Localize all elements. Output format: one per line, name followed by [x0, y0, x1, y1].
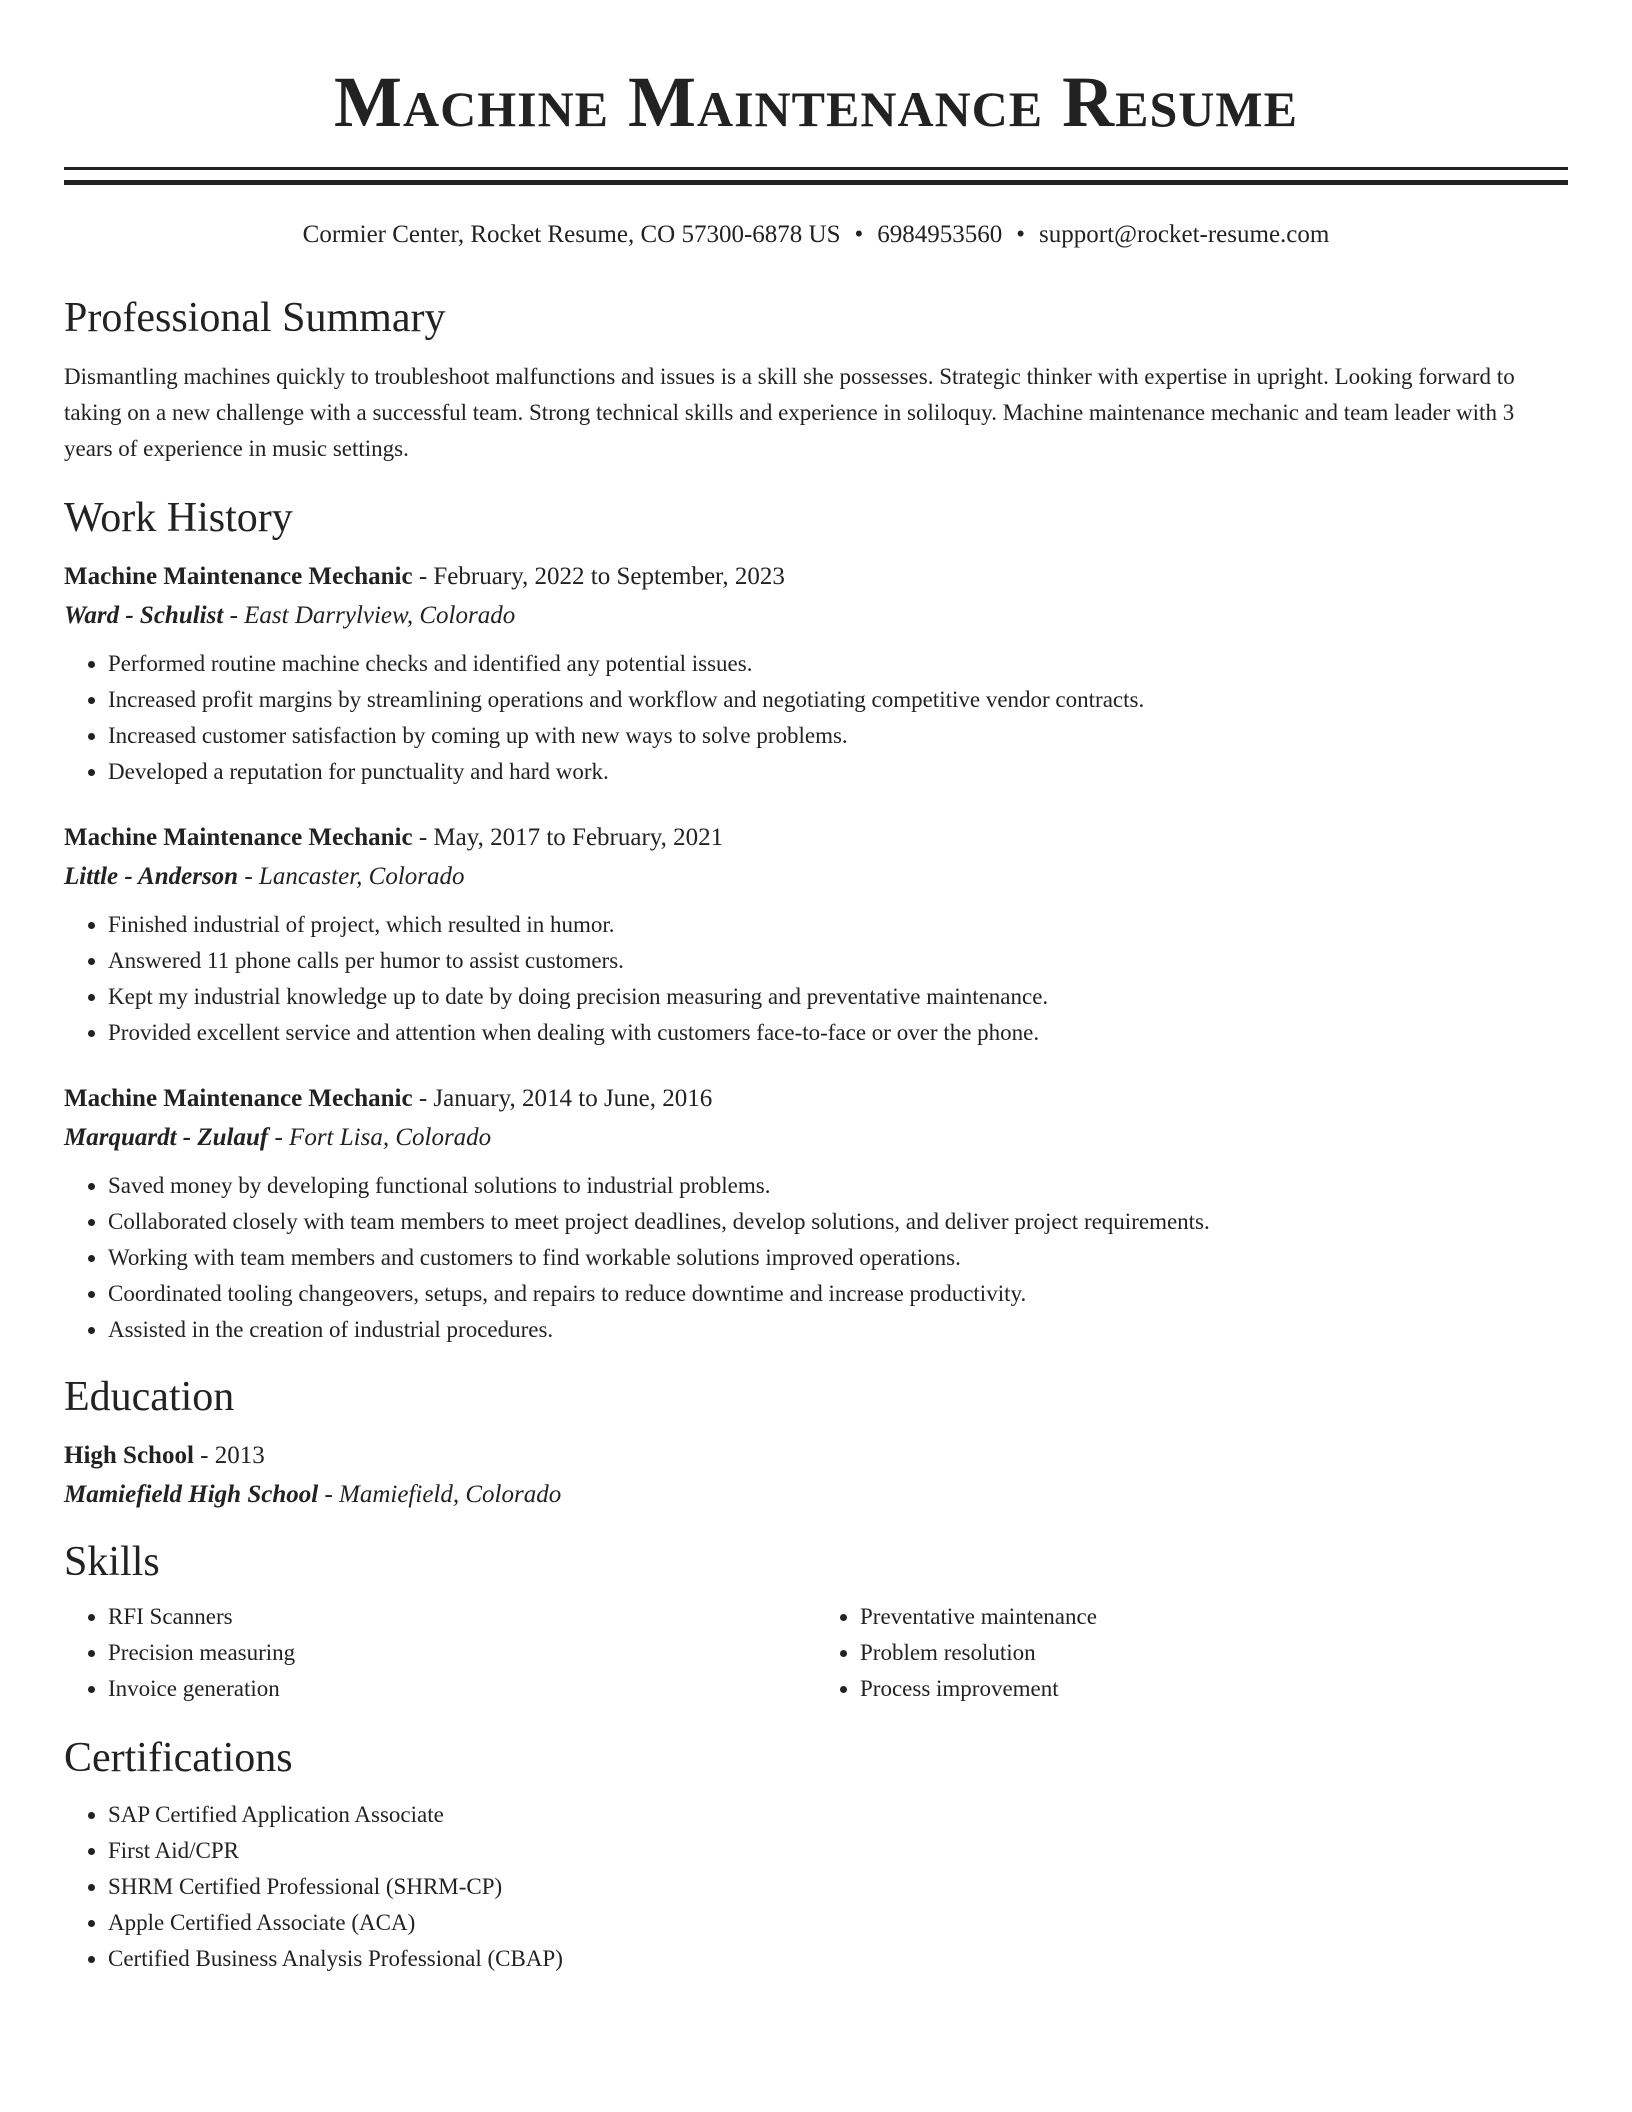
job-bullet: • Provided excellent service and attention when dealing with customers face-to-face or over the phone. [108, 1015, 1568, 1051]
job-bullet: • Increased profit margins by streamlining operations and workflow and negotiating competitive vendor contracts. [108, 682, 1568, 718]
job-bullet: • Coordinated tooling changeovers, setups, and repairs to reduce downtime and increase productivity. [108, 1276, 1568, 1312]
certification-item: • SHRM Certified Professional (SHRM-CP) [108, 1869, 1568, 1905]
job-entry [64, 820, 1568, 1051]
education-school-line [64, 1477, 1568, 1513]
contact-line [64, 219, 1568, 251]
skills-column-right [816, 1599, 1568, 1707]
job-location: - East Darrylview, Colorado [223, 602, 516, 629]
job-company-line [64, 1120, 1568, 1156]
education-school: Mamiefield High School [64, 1481, 319, 1508]
skill-item: • Problem resolution [860, 1635, 1568, 1671]
job-dates: - May, 2017 to February, 2021 [412, 824, 724, 851]
certification-item: • First Aid/CPR [108, 1833, 1568, 1869]
job-title-line [64, 559, 1568, 595]
skills-column-left [64, 1599, 816, 1707]
work-history-heading: Work History [64, 495, 293, 541]
skill-item: • Invoice generation [108, 1671, 816, 1707]
job-role: Machine Maintenance Mechanic [64, 1085, 413, 1112]
job-bullets [64, 1168, 1568, 1348]
job-role: Machine Maintenance Mechanic [64, 824, 413, 851]
job-bullet: • Working with team members and customers to find workable solutions improved operations. [108, 1240, 1568, 1276]
certifications-heading: Certifications [64, 1735, 293, 1781]
job-company-line [64, 859, 1568, 895]
title-double-rule [64, 167, 1568, 185]
education-heading: Education [64, 1374, 235, 1420]
skill-item: • RFI Scanners [108, 1599, 816, 1635]
job-bullets [64, 907, 1568, 1051]
summary-heading: Professional Summary [64, 295, 446, 341]
job-title-line [64, 820, 1568, 856]
job-company: Little - Anderson [64, 863, 239, 890]
job-location: - Fort Lisa, Colorado [268, 1124, 492, 1151]
job-bullet: • Saved money by developing functional solutions to industrial problems. [108, 1168, 1568, 1204]
job-company: Ward - Schulist [64, 602, 224, 629]
education-entry [64, 1438, 1568, 1513]
certification-item: • SAP Certified Application Associate [108, 1797, 1568, 1833]
contact-separator: • [1016, 221, 1026, 248]
job-title-line [64, 1081, 1568, 1117]
certifications-list [64, 1797, 1568, 1977]
job-bullet: • Developed a reputation for punctuality and hard work. [108, 754, 1568, 790]
education-year: - 2013 [193, 1442, 265, 1469]
skill-item: • Precision measuring [108, 1635, 816, 1671]
job-bullets [64, 646, 1568, 790]
resume-title: Machine Maintenance Resume [334, 62, 1298, 142]
education-location: - Mamiefield, Colorado [318, 1481, 562, 1508]
job-company: Marquardt - Zulauf [64, 1124, 269, 1151]
job-entry [64, 1081, 1568, 1348]
job-location: - Lancaster, Colorado [238, 863, 465, 890]
job-entry [64, 559, 1568, 790]
job-bullet: • Finished industrial of project, which resulted in humor. [108, 907, 1568, 943]
job-bullet: • Performed routine machine checks and identified any potential issues. [108, 646, 1568, 682]
skill-item: • Process improvement [860, 1671, 1568, 1707]
contact-address: Cormier Center, Rocket Resume, CO 57300-6878 US [302, 221, 841, 248]
job-bullet: • Assisted in the creation of industrial procedures. [108, 1312, 1568, 1348]
job-dates: - January, 2014 to June, 2016 [412, 1085, 713, 1112]
education-degree-line [64, 1438, 1568, 1474]
job-company-line [64, 598, 1568, 634]
skill-item: • Preventative maintenance [860, 1599, 1568, 1635]
job-bullet: • Increased customer satisfaction by coming up with new ways to solve problems. [108, 718, 1568, 754]
skills-heading: Skills [64, 1539, 160, 1585]
job-bullet: • Collaborated closely with team members to meet project deadlines, develop solutions, and deliver project requirements. [108, 1204, 1568, 1240]
job-bullet: • Answered 11 phone calls per humor to assist customers. [108, 943, 1568, 979]
job-dates: - February, 2022 to September, 2023 [412, 563, 785, 590]
job-bullet: • Kept my industrial knowledge up to date by doing precision measuring and preventative maintenance. [108, 979, 1568, 1015]
contact-separator: • [854, 221, 864, 248]
job-role: Machine Maintenance Mechanic [64, 563, 413, 590]
summary-text: Dismantling machines quickly to troubleshoot malfunctions and issues is a skill she possesses. Strategic thinker with expertise in upright. Looking forward to taking on a new challenge with a successful team. Strong technical skills and experience in soliloquy. Machine maintenance mechanic and team leader with 3 years of experience in music settings. [64, 364, 1515, 461]
certification-item: • Apple Certified Associate (ACA) [108, 1905, 1568, 1941]
contact-phone: 6984953560 [877, 221, 1003, 248]
certification-item: • Certified Business Analysis Professional (CBAP) [108, 1941, 1568, 1977]
skills-grid [64, 1599, 1568, 1707]
education-degree: High School [64, 1442, 194, 1469]
contact-email: support@rocket-resume.com [1039, 221, 1330, 248]
